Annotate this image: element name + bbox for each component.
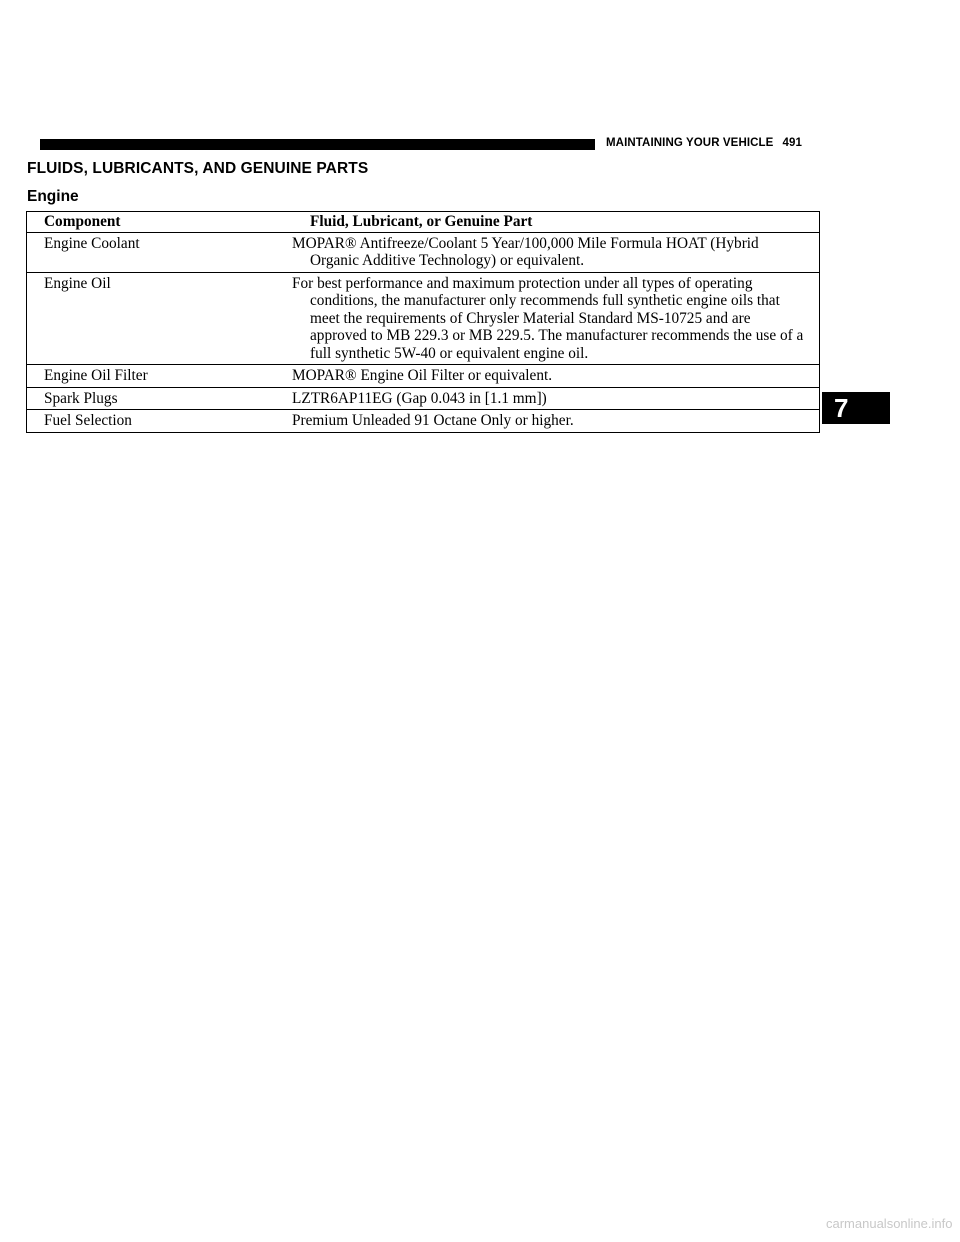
component-cell: Fuel Selection [27,410,311,433]
component-cell: Engine Oil [27,272,311,365]
part-cell: MOPAR® Engine Oil Filter or equivalent. [310,365,820,388]
component-cell: Engine Coolant [27,232,311,272]
running-header [606,137,802,149]
part-cell: Premium Unleaded 91 Octane Only or higher. [310,410,820,433]
component-cell: Spark Plugs [27,387,311,410]
table-row [27,272,820,365]
part-cell: For best performance and maximum protection under all types of operating conditions, the manufacturer only recommends full synthetic engine oils that meet the requirements of Chrysler Material Standard MS-10725 and are approved to MB 229.3 or MB 229.5. The manufacturer recommends the use of a full synthetic 5W-40 or equivalent engine oil. [310,272,820,365]
table-row [27,365,820,388]
column-header-part: Fluid, Lubricant, or Genuine Part [310,212,820,233]
section-title: FLUIDS, LUBRICANTS, AND GENUINE PARTS [27,160,369,177]
subsection-title: Engine [27,188,79,205]
table-header-row [27,212,820,233]
chapter-tab: 7 [822,392,890,424]
page-number: 491 [782,137,802,149]
header-section: MAINTAINING YOUR VEHICLE [606,137,774,149]
part-cell: LZTR6AP11EG (Gap 0.043 in [1.1 mm]) [310,387,820,410]
component-cell: Engine Oil Filter [27,365,311,388]
header-rule [40,139,595,150]
part-cell: MOPAR® Antifreeze/Coolant 5 Year/100,000 Mile Formula HOAT (Hybrid Organic Additive Technology) or equivalent. [310,232,820,272]
table-row [27,410,820,433]
fluids-table [26,211,820,433]
watermark: carmanualsonline.info [826,1216,953,1231]
column-header-component: Component [27,212,311,233]
table-row [27,387,820,410]
table-row [27,232,820,272]
